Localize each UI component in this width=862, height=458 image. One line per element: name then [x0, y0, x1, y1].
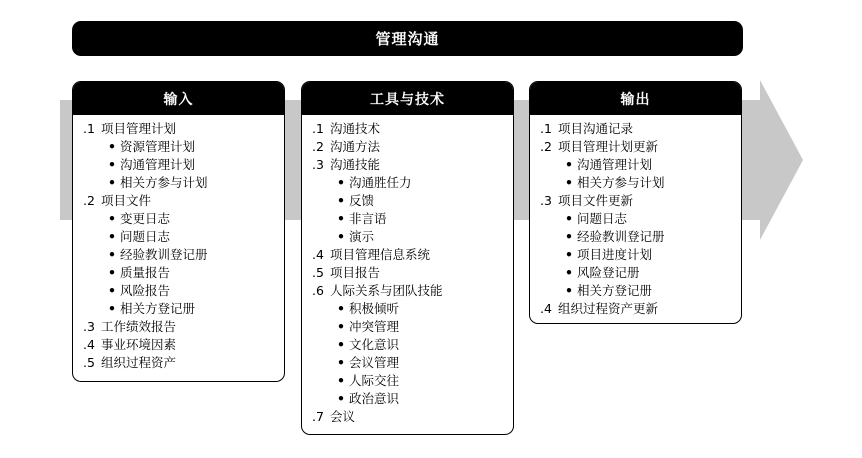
item-label: 组织过程资产	[101, 355, 177, 370]
sub-item	[312, 192, 505, 210]
sub-item-label: 项目进度计划	[577, 247, 653, 262]
bullet-icon: •	[108, 175, 116, 190]
sub-item	[540, 246, 733, 264]
item-number: .6	[312, 283, 324, 298]
sub-item-label: 问题日志	[577, 211, 628, 226]
sub-item	[312, 174, 505, 192]
sub-item-label: 经验教训登记册	[120, 247, 208, 262]
list-item	[312, 138, 505, 156]
bullet-icon: •	[108, 283, 116, 298]
item-label: 项目报告	[330, 265, 381, 280]
item-number: .3	[83, 319, 95, 334]
sub-item	[312, 372, 505, 390]
item-number: .5	[312, 265, 324, 280]
item-label: 沟通方法	[330, 139, 381, 154]
sub-item	[83, 174, 276, 192]
sub-item	[83, 156, 276, 174]
inputs-list	[73, 115, 284, 372]
bullet-icon: •	[108, 301, 116, 316]
item-label: 项目沟通记录	[558, 121, 634, 136]
item-label: 项目管理计划	[101, 121, 177, 136]
sub-item-label: 相关方参与计划	[577, 175, 665, 190]
item-label: 项目文件	[101, 193, 152, 208]
sub-item-label: 沟通胜任力	[349, 175, 412, 190]
list-item	[312, 282, 505, 300]
list-item	[83, 120, 276, 138]
sub-item-label: 会议管理	[349, 355, 400, 370]
bullet-icon: •	[337, 229, 345, 244]
outputs-list	[530, 115, 741, 318]
sub-item-label: 相关方参与计划	[120, 175, 208, 190]
bullet-icon: •	[108, 265, 116, 280]
list-item	[312, 156, 505, 174]
list-item	[540, 120, 733, 138]
list-item	[312, 120, 505, 138]
sub-item	[540, 174, 733, 192]
item-label: 工作绩效报告	[101, 319, 177, 334]
item-number: .3	[540, 193, 552, 208]
sub-item	[83, 246, 276, 264]
item-label: 项目文件更新	[558, 193, 634, 208]
item-number: .2	[312, 139, 324, 154]
item-number: .2	[540, 139, 552, 154]
bullet-icon: •	[565, 175, 573, 190]
sub-item	[312, 210, 505, 228]
sub-item-label: 积极倾听	[349, 301, 400, 316]
bullet-icon: •	[337, 193, 345, 208]
inputs-heading: 输入	[73, 82, 284, 115]
sub-item-label: 经验教训登记册	[577, 229, 665, 244]
sub-item	[312, 318, 505, 336]
tools-heading: 工具与技术	[302, 82, 513, 115]
tools-list	[302, 115, 513, 426]
sub-item-label: 文化意识	[349, 337, 400, 352]
bullet-icon: •	[565, 157, 573, 172]
sub-item-label: 资源管理计划	[120, 139, 196, 154]
bullet-icon: •	[337, 301, 345, 316]
bullet-icon: •	[337, 337, 345, 352]
sub-item-label: 政治意识	[349, 391, 400, 406]
sub-item-label: 冲突管理	[349, 319, 400, 334]
bullet-icon: •	[337, 175, 345, 190]
outputs-heading: 输出	[530, 82, 741, 115]
sub-item	[83, 138, 276, 156]
list-item	[83, 318, 276, 336]
list-item	[312, 408, 505, 426]
sub-item	[312, 390, 505, 408]
list-item	[83, 336, 276, 354]
sub-item-label: 风险报告	[120, 283, 171, 298]
sub-item	[83, 264, 276, 282]
bullet-icon: •	[565, 229, 573, 244]
item-label: 会议	[330, 409, 356, 424]
sub-item-label: 演示	[349, 229, 375, 244]
list-item	[540, 192, 733, 210]
sub-item	[83, 282, 276, 300]
bullet-icon: •	[108, 157, 116, 172]
sub-item-label: 非言语	[349, 211, 387, 226]
sub-item	[540, 282, 733, 300]
list-item	[312, 246, 505, 264]
bullet-icon: •	[108, 211, 116, 226]
sub-item	[540, 156, 733, 174]
item-label: 项目管理信息系统	[330, 247, 431, 262]
sub-item-label: 相关方登记册	[120, 301, 196, 316]
sub-item	[312, 354, 505, 372]
item-number: .1	[312, 121, 324, 136]
item-number: .5	[83, 355, 95, 370]
sub-item	[312, 300, 505, 318]
sub-item-label: 沟通管理计划	[120, 157, 196, 172]
bullet-icon: •	[337, 319, 345, 334]
list-item	[540, 138, 733, 156]
sub-item	[540, 228, 733, 246]
item-label: 项目管理计划更新	[558, 139, 659, 154]
list-item	[83, 192, 276, 210]
bullet-icon: •	[108, 247, 116, 262]
item-number: .3	[312, 157, 324, 172]
item-label: 事业环境因素	[101, 337, 177, 352]
bullet-icon: •	[337, 355, 345, 370]
item-number: .4	[83, 337, 95, 352]
bullet-icon: •	[565, 265, 573, 280]
item-number: .4	[540, 301, 552, 316]
sub-item	[312, 228, 505, 246]
item-number: .2	[83, 193, 95, 208]
list-item	[83, 354, 276, 372]
sub-item-label: 人际交往	[349, 373, 400, 388]
sub-item	[83, 210, 276, 228]
sub-item-label: 质量报告	[120, 265, 171, 280]
bullet-icon: •	[337, 373, 345, 388]
sub-item	[540, 264, 733, 282]
sub-item-label: 变更日志	[120, 211, 171, 226]
bullet-icon: •	[108, 229, 116, 244]
sub-item-label: 相关方登记册	[577, 283, 653, 298]
list-item	[540, 300, 733, 318]
inputs-panel	[72, 81, 285, 382]
item-number: .1	[540, 121, 552, 136]
item-label: 沟通技能	[330, 157, 381, 172]
sub-item	[83, 300, 276, 318]
item-label: 人际关系与团队技能	[330, 283, 443, 298]
bullet-icon: •	[108, 139, 116, 154]
item-number: .1	[83, 121, 95, 136]
bullet-icon: •	[565, 247, 573, 262]
list-item	[312, 264, 505, 282]
sub-item-label: 反馈	[349, 193, 375, 208]
item-number: .4	[312, 247, 324, 262]
sub-item-label: 沟通管理计划	[577, 157, 653, 172]
bullet-icon: •	[337, 211, 345, 226]
bullet-icon: •	[565, 283, 573, 298]
sub-item	[540, 210, 733, 228]
bullet-icon: •	[337, 391, 345, 406]
tools-panel	[301, 81, 514, 435]
sub-item	[312, 336, 505, 354]
outputs-panel	[529, 81, 742, 324]
sub-item-label: 问题日志	[120, 229, 171, 244]
sub-item	[83, 228, 276, 246]
item-label: 沟通技术	[330, 121, 381, 136]
bullet-icon: •	[565, 211, 573, 226]
process-title: 管理沟通	[72, 21, 743, 56]
sub-item-label: 风险登记册	[577, 265, 640, 280]
item-number: .7	[312, 409, 324, 424]
item-label: 组织过程资产更新	[558, 301, 659, 316]
